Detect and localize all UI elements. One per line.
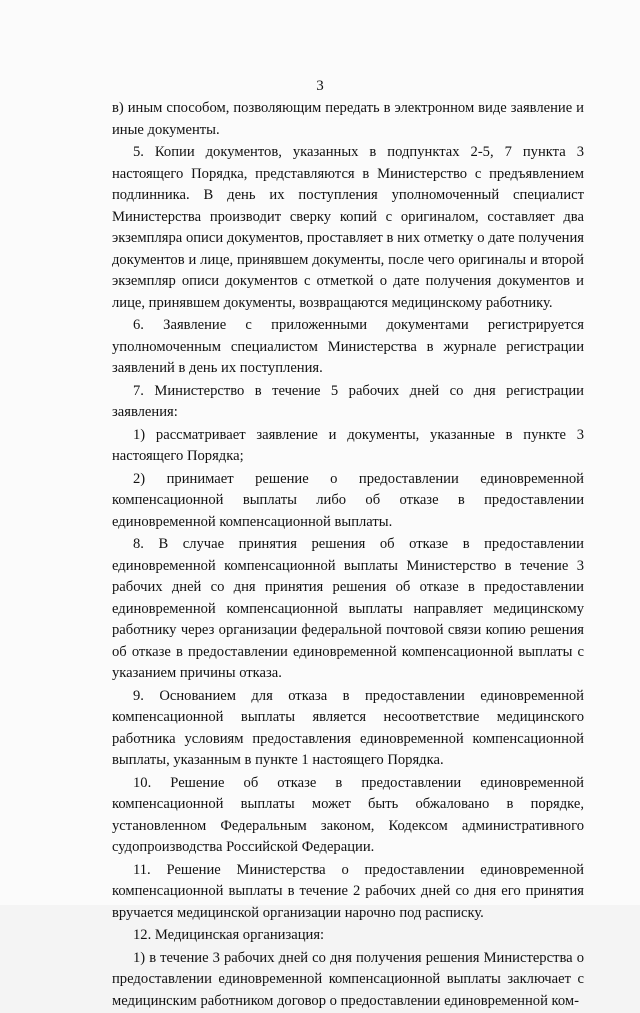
paragraph-12: 12. Медицинская организация:	[133, 927, 325, 943]
paragraph-11: 11. Решение Министерства о предоставлении единовременной компенсационной выплаты в течение 2 рабочих дней со дня его принятия вручается медицинской организации нарочно под расписку.	[112, 861, 584, 921]
paragraph-4v: в) иным способом, позволяющим передать в электронном виде заявление и иные документы.	[112, 100, 584, 138]
paragraph-12-1: 1) в течение 3 рабочих дней со дня получения решения Министерства о предоставлении единовременной компенсационной выплаты заключает с медицинским работником договор о предоставлении единовременной ком-	[112, 949, 584, 1009]
paragraph-7-1: 1) рассматривает заявление и документы, указанные в пункте 3 настоящего Порядка;	[112, 426, 584, 464]
paragraph-7: 7. Министерство в течение 5 рабочих дней со дня регистрации заявления:	[112, 382, 584, 420]
paragraph-5: 5. Копии документов, указанных в подпунктах 2-5, 7 пункта 3 настоящего Порядка, представляются в Министерство с предъявлением подлинника. В день их поступления уполномоченный специалист Министерства производит сверку копий с оригиналом, составляет два экземпляра описи документов, проставляет в них отметку о дате получения документов и лице, принявшем документы, после чего оригиналы и второй экземпляр описи документов с отметкой о дате получения документов и лице, принявшем документы, возвращаются медицинскому работнику.	[112, 144, 584, 311]
paragraph-10: 10. Решение об отказе в предоставлении единовременной компенсационной выплаты может быть обжаловано в порядке, установленном Федеральным законом, Кодексом административного судопроизводства Российской Федерации.	[112, 774, 584, 855]
document-body	[112, 98, 584, 1013]
paragraph-7-2: 2) принимает решение о предоставлении единовременной компенсационной выплаты либо об отказе в предоставлении единовременной компенсационной выплаты.	[112, 470, 584, 530]
paragraph-8: 8. В случае принятия решения об отказе в предоставлении единовременной компенсационной выплаты Министерство в течение 3 рабочих дней со дня принятия решения об отказе в предоставлении единовременной компенсационной выплаты направляет медицинскому работнику через организации федеральной почтовой связи копию решения об отказе в предоставлении единовременной компенсационной выплаты с указанием причины отказа.	[112, 536, 584, 681]
paragraph-6: 6. Заявление с приложенными документами регистрируется уполномоченным специалистом Министерства в журнале регистрации заявлений в день их поступления.	[112, 317, 584, 376]
page-number: 3	[316, 78, 324, 94]
paragraph-9: 9. Основанием для отказа в предоставлении единовременной компенсационной выплаты является несоответствие медицинского работника условиям предоставления единовременной компенсационной выплаты, указанным в пункте 1 настоящего Порядка.	[112, 687, 584, 768]
